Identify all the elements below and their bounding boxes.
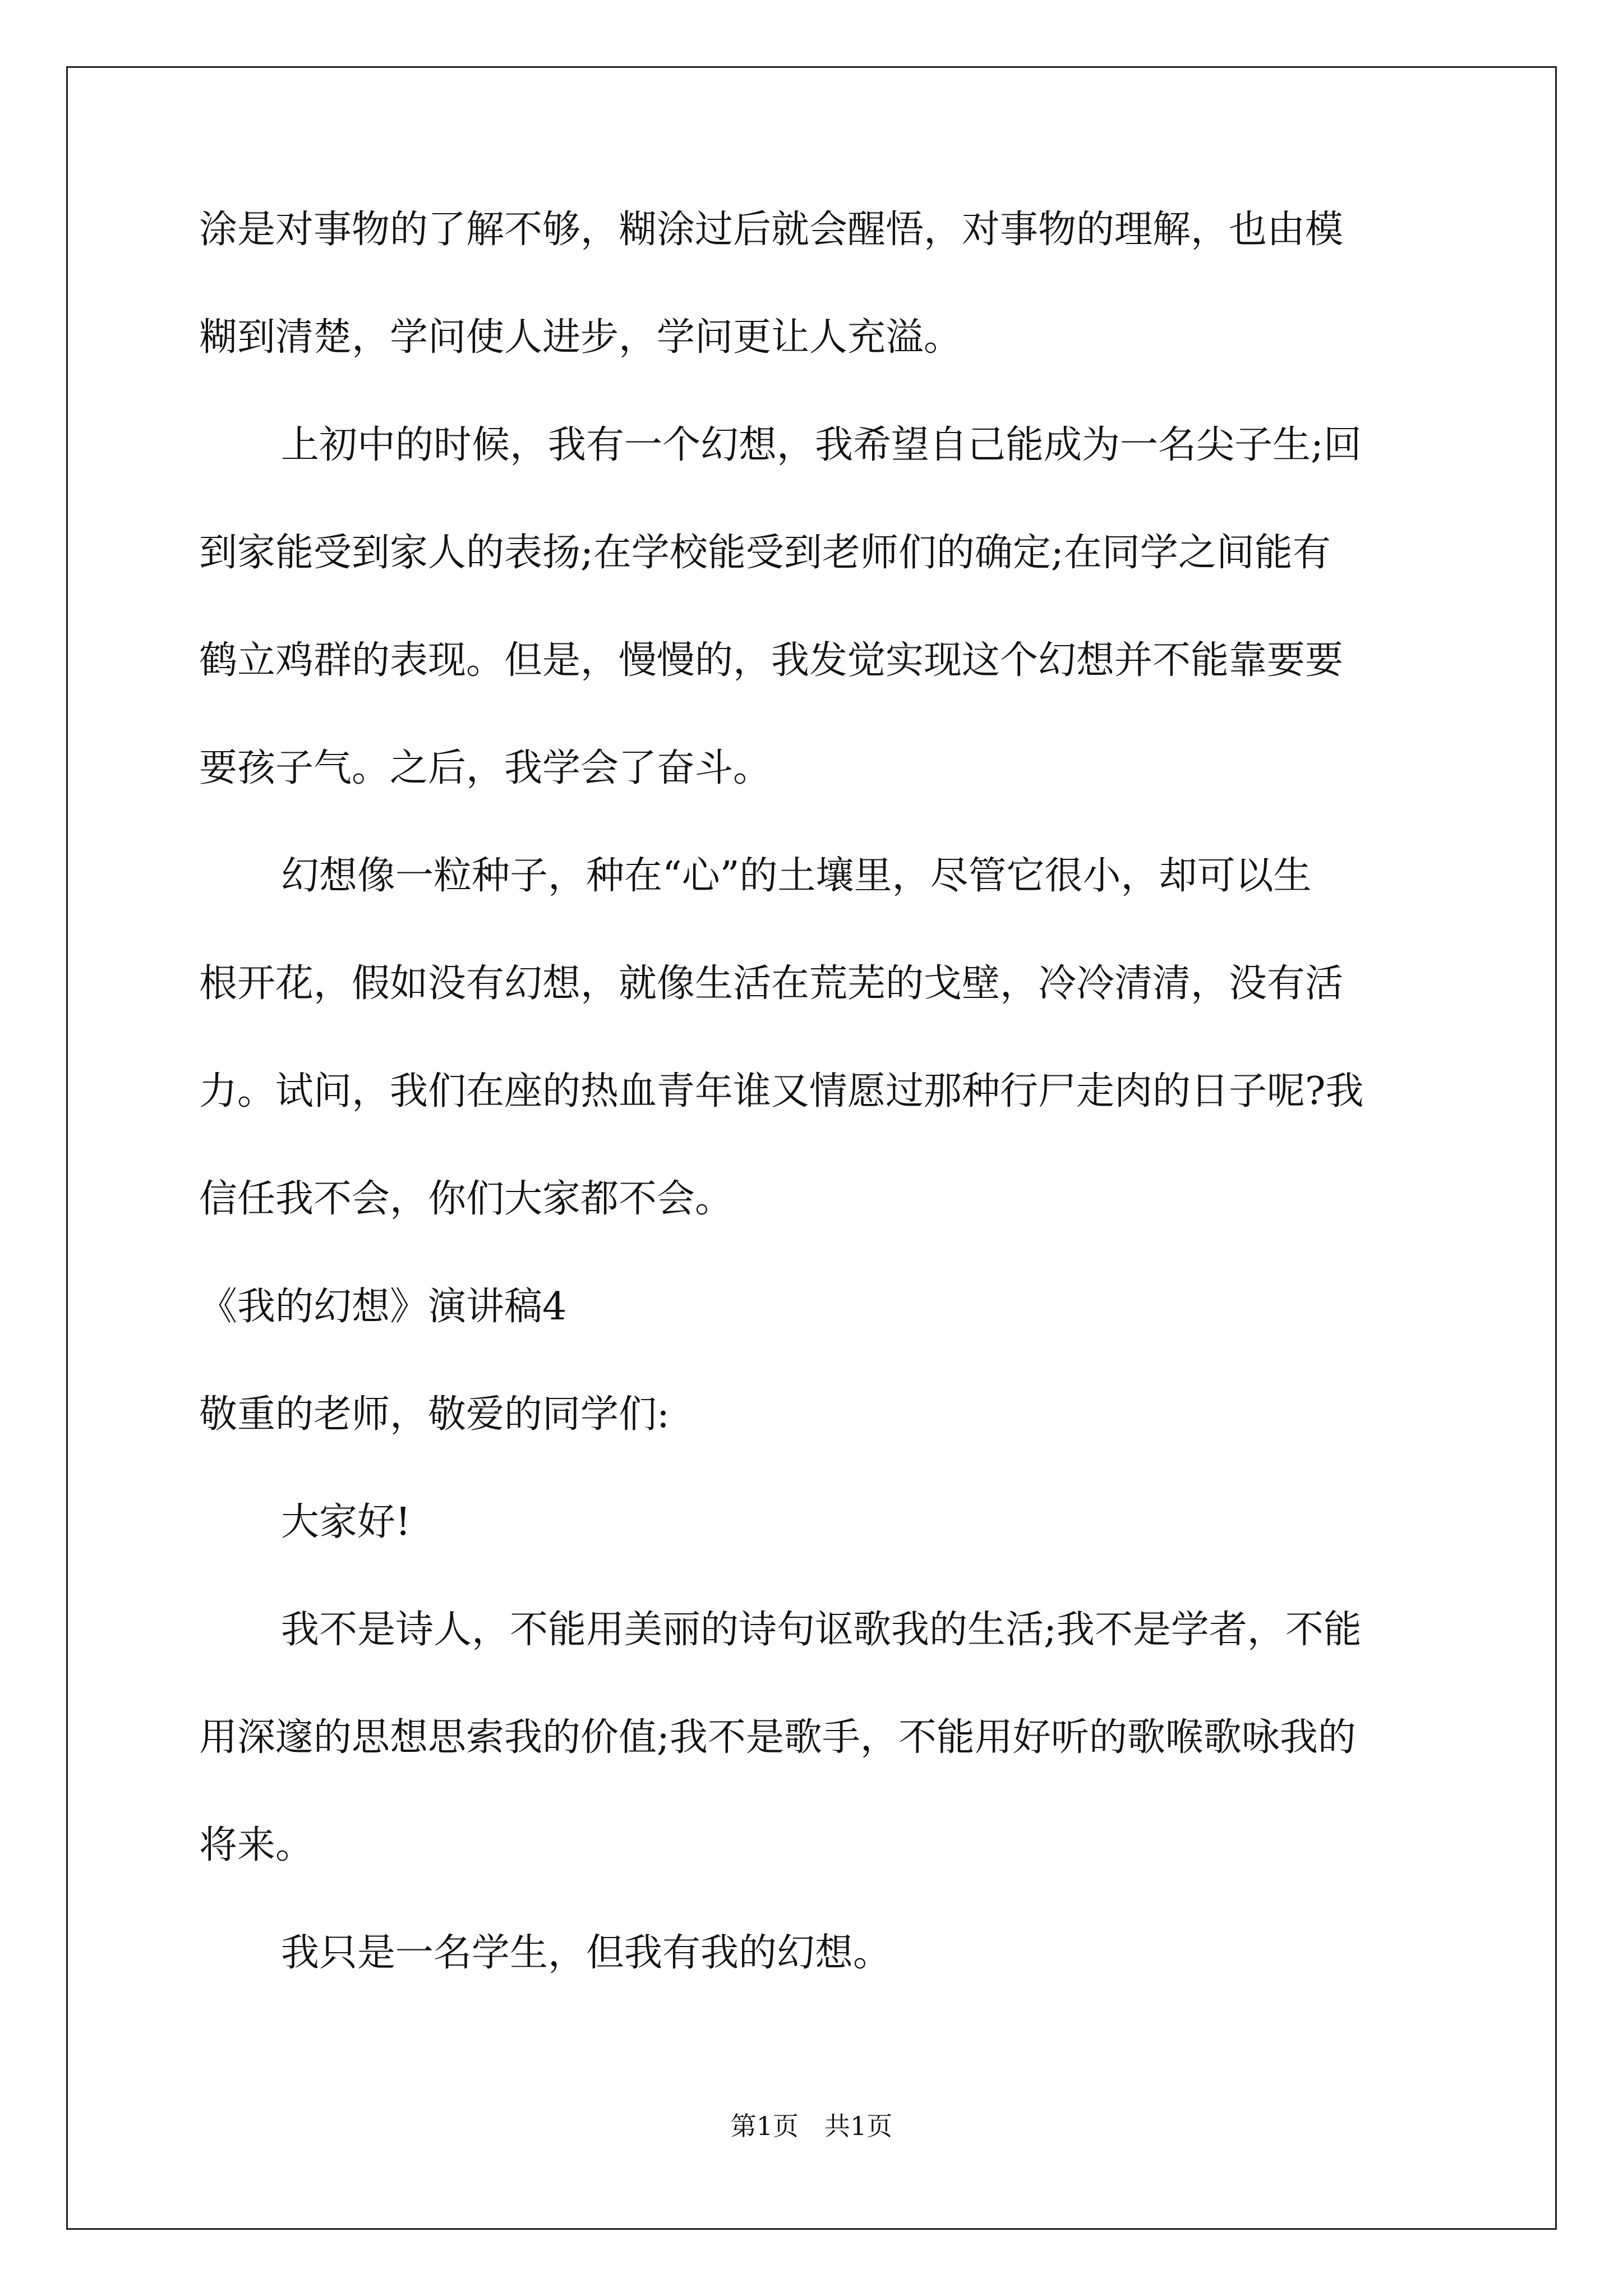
paragraph-start-line: 我不是诗人，不能用美丽的诗句讴歌我的生活;我不是学者，不能: [281, 1608, 1362, 1652]
text-line: 糊到清楚，学问使人进步，学问更让人充溢。: [199, 315, 962, 360]
salutation: 敬重的老师，敬爱的同学们:: [199, 1392, 670, 1437]
text-line: 信任我不会，你们大家都不会。: [199, 1177, 734, 1221]
text-line: 将来。: [199, 1823, 314, 1867]
page-frame: [66, 66, 1557, 2230]
text-line: 鹤立鸡群的表现。但是，慢慢的，我发觉实现这个幻想并不能靠要要: [199, 638, 1344, 683]
text-line: 根开花，假如没有幻想，就像生活在荒芜的戈壁，冷冷清清，没有活: [199, 961, 1344, 1006]
greeting: 大家好!: [281, 1500, 411, 1544]
text-line: 力。试问，我们在座的热血青年谁又情愿过那种行尸走肉的日子呢?我: [199, 1069, 1364, 1114]
paragraph-start-line: 我只是一名学生，但我有我的幻想。: [281, 1931, 892, 1975]
text-line: 到家能受到家人的表扬;在学校能受到老师们的确定;在同学之间能有: [199, 531, 1331, 575]
text-line: 涂是对事物的了解不够，糊涂过后就会醒悟，对事物的理解，也由模: [199, 208, 1344, 252]
text-line: 用深邃的思想思索我的价值;我不是歌手，不能用好听的歌喉歌咏我的: [199, 1715, 1356, 1760]
text-line: 要孩子气。之后，我学会了奋斗。: [199, 746, 772, 790]
paragraph-start-line: 幻想像一粒种子，种在“心”的土壤里，尽管它很小，却可以生: [281, 854, 1312, 898]
page-number-footer: 第1页 共1页: [730, 2111, 893, 2141]
section-heading: 《我的幻想》演讲稿4: [199, 1285, 567, 1329]
paragraph-start-line: 上初中的时候，我有一个幻想，我希望自己能成为一名尖子生;回: [281, 423, 1362, 467]
